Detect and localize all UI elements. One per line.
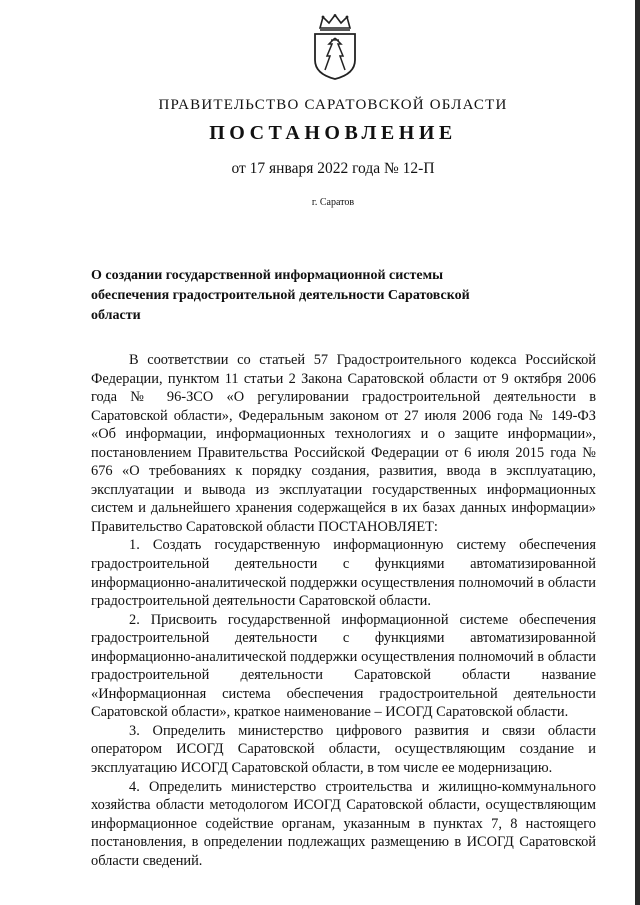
- clause-2-paragraph: 2. Присвоить государственной информационной системе обеспечения градостроительной деятельности с функциями автоматизированной информационно-аналитической поддержки осуществления полномочий в области градостроительной деятельности Саратовской области название «Информационная система обеспечения градостроительной деятельности Саратовской области», краткое наименование – ИСОГД Саратовской области.: [91, 611, 596, 721]
- scan-edge-border: [635, 0, 640, 905]
- document-body: [91, 351, 596, 870]
- coat-of-arms-icon: [310, 14, 360, 80]
- clause-3-paragraph: 3. Определить министерство цифрового развития и связи области оператором ИСОГД Саратовской области, осуществляющим создание и эксплуатацию ИСОГД Саратовской области, в том числе ее модернизацию.: [91, 722, 596, 777]
- document-date-number: от 17 января 2022 года № 12-П: [231, 160, 435, 177]
- clause-4-paragraph: 4. Определить министерство строительства и жилищно-коммунального хозяйства области методологом ИСОГД Саратовской области, осуществляющим информационное содействие органам, указанным в пунктах 7, 8 настоящего постановления, в определении подлежащих размещению в ИСОГД Саратовской области сведений.: [91, 778, 596, 869]
- clause-1-paragraph: 1. Создать государственную информационную систему обеспечения градостроительной деятельности с функциями автоматизированной информационно-аналитической поддержки осуществления полномочий в области градостроительной деятельности Саратовской области.: [91, 537, 596, 610]
- document-city: г. Саратов: [311, 197, 355, 208]
- document-subject: О создании государственной информационной системы обеспечения градостроительной деятельности Саратовской области: [91, 268, 470, 323]
- document-type: ПОСТАНОВЛЕНИЕ: [209, 122, 457, 144]
- government-name: ПРАВИТЕЛЬСТВО САРАТОВСКОЙ ОБЛАСТИ: [158, 97, 508, 113]
- preamble-paragraph: В соответствии со статьей 57 Градостроительного кодекса Российской Федерации, пунктом 11 статьи 2 Закона Саратовской области от 9 октября 2006 года № 96-ЗСО «О регулировании градостроительной деятельности в Саратовской области», Федеральным законом от 27 июля 2006 года № 149-ФЗ «Об информации, информационных технологиях и о защите информации», постановлением Правительства Российской Федерации от 6 июля 2015 года № 676 «О требованиях к порядку создания, развития, ввода в эксплуатацию, эксплуатации и вывода из эксплуатации государственных информационных систем и дальнейшего хранения содержащейся в их базах данных информации» Правительство Саратовской области ПОСТАНОВЛЯЕТ:: [91, 352, 596, 535]
